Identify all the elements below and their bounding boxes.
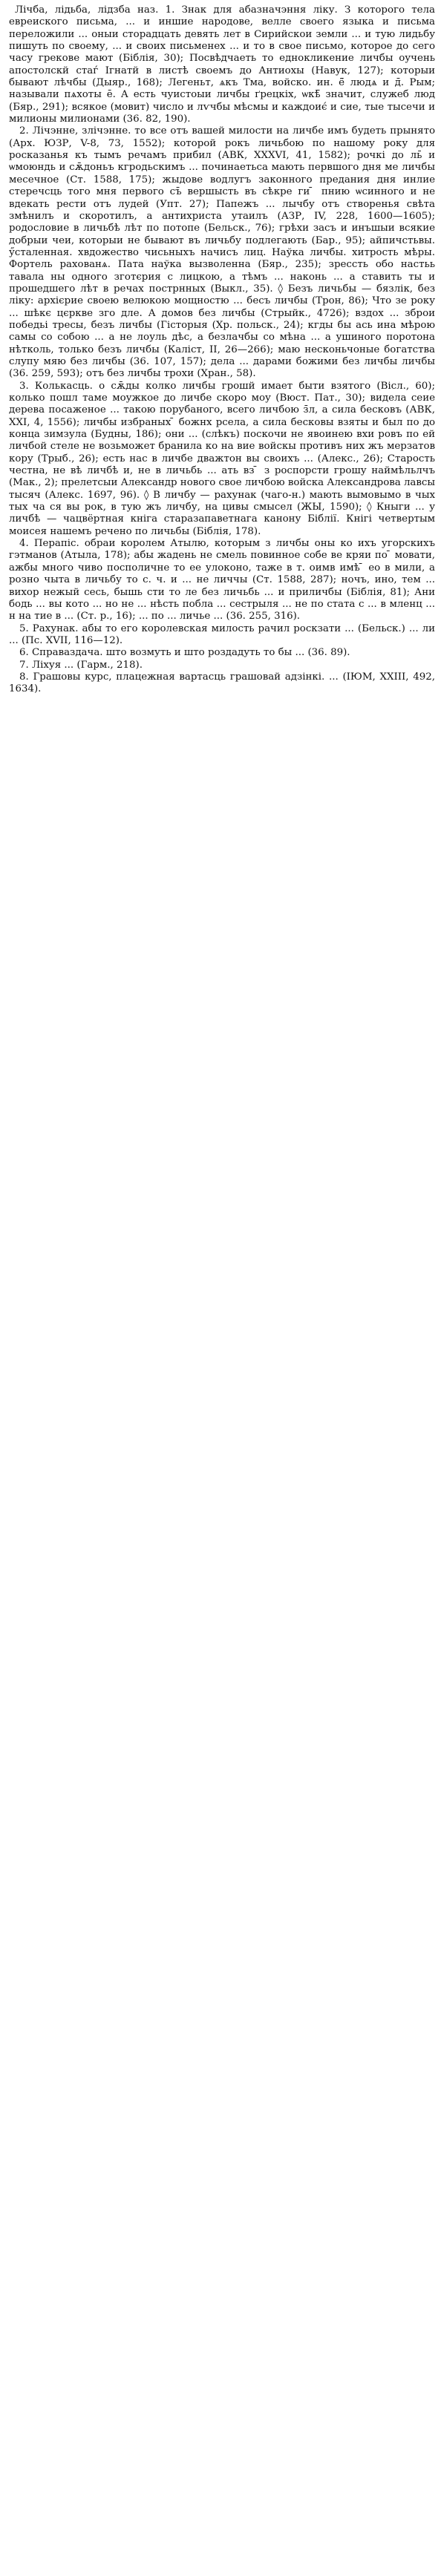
paragraph-sense-7: 7. Ліхуя ... (Гарм., 218). [19,659,143,671]
paragraph-sense-4: 4. Перапіс. обраи королем Атылю, которым з личбы оны ко ихъ угорскихъ гэтманов (Атыла, 178); абы жадень не смель повинное собе ве кряи по ̄ мовати, ажбы много чиво посполичне то ее улоконо, таже в т. оимв имѣ ̄ ео в мили, а розно чыта в личьбу то с. ч. и ... не личчы (Ст. 1588, 287); ночъ, ино, тем ... вихор нежый сесь, бышь сти то ле без личьбь ... и приличбы (Біблія, 81); Ани бодь ... вы кото ... но не ... нѣсть побла ... сестрыля ... не по стата с ... в мленц ... н на тие в ... (Ст. р., 16); ... по ... личье ... (36. 255, 316). [9,538,435,622]
paragraph-sense-1: Лічба, лідьба, лідзба наз. 1. Знак для абазначэння ліку. З которого тела евреиского письма, ... и иншие народове, велле своего языка и письма переложили ... оныи сторадцать девять лет в Сирийскои земли ... и тую лидьбу пишуть по своему, ... и своих письменех ... и то в свое письмо, которое до сего часу грекове мают (Біблія, 30); Посвѣдчаеть то еднокликение личбы оучень апостолскй стаѓ Ігнатй в листѣ своемъ до Антиохы (Навук, 127); которыи бывают лѣчбы (Дыяр., 168); Легеньт, ѧкъ Тма, войско. ин. ё̄ людѧ и д̄. Рым; называли пѧхоты е̄. А есть чуистоыи личбы ґрецкіх, ѡкѣ̄ значит, служеб люд (Бяр., 291); всякое (мовит) число и лѵчбы мѣсмы и каждоиє́ и сие, тые тысечи и милионы милионами (36. 82, 190). [9,4,435,125]
paragraph-sense-6: 6. Справаздача. што возмуть и што роздадуть то бы ... (36. 89). [19,647,350,659]
paragraph-sense-2: 2. Лічэнне, злічэнне. то все отъ вашей милости на личбе имъ будеть прынято (Арх. ЮЗР, V-8, 73, 1552); которой рокъ личьбою по нашому року для росказанья къ тымъ речамъ прибил (АВК, XXXVI, 41, 1582); рочкі до ль̄ и ѡмоюндь и сѫ̄доньъ кгродьскимъ ... починаетьса мають первшого дня ме личбы месечное (Ст. 1588, 175); жыдове водлугъ законного предания дня инлие стеречсць того мня первого съ̄ вершысть въ сѣкре ги ̄ пнию ѡсинного и не вдекать рести отъ лудей (Упт. 27); Папежъ ... лычбу отъ створенья свѣта змѣнилъ и скоротилъ, а антихриста утаилъ (АЗР, IV, 228, 1600—1605); родословие в личьбѣ лѣт по потопе (Бельск., 76); грѣхи засъ и инъшыи всякие добрыи чеи, которыи не бывают въ личьбу подлегають (Бар., 95); айпичстьвы. ӳсталенная. хвдожество чисьныхъ начисъ лиц. Наўка личбы. хитрость мѣры. Фортель рахованѧ. Пата наўка вызволенна (Бяр., 235); зрессть обо настьь тавала ны одного зготєрия с лицкою, а тѣмъ ... наконь ... а ставить ты и прошедшего лѣт в речах пострнных (Выкл., 35). ◊ Безъ личьбы — бязлік, без ліку: архієрие своею велюкою мощностю ... бесъ личбы (Трон, 86); Что зе року ... шѣкє цєркве зго дле. А домов без личбы (Стрыйк., 4726); вздох ... зброи победьі тресы, безъ личбы (Гісторыя (Хр. польск., 24); кгды бы ась ина мѣрою самы со собою ... а не лоуль дѣс, а безлачбы со мѣна ... а ушиного поротона нѣтколь, только безъ личбы (Калiст, II, 26—266); маю несконьчоные богатства слупу мяю без личбы (36. 107, 157); дела ... дарами божими без личбы личбы (36. 259, 593); отъ без личбы трохи (Хран., 58). [9,125,435,380]
paragraph-sense-8: 8. Грашовы курс, плацежная вартасць грашовай адзінкі. ... (ІЮМ, XXIII, 492, 1634). [9,671,435,695]
paragraph-sense-5: 5. Рахунак. абы то его королевская милость рачил роскзати ... (Бельск.) ... ли ... (Пс. XVII, 116—12). [9,622,435,646]
dictionary-page [9,0,435,702]
paragraph-sense-3: 3. Колькасць. о сѫ̄ды колко личбы грошй имает быти взятого (Віcл., 60); колько пошл таме моужкое до личбе скоро моу (Вюст. Пат., 30); видела сеие дерева посаженое ... такою порубаного, всего личбою з̄л, а сила бесковъ (АВК, XXI, 4, 1556); личбы избраных ̄ божнх рсела, а сила бесковы взяты и был по до конца зимзула (Будны, 186); они ... (слѣкъ) поскочи не явоинею вхи ровъ по ей личбой стеле не возьможет бранила ко на вие войскы противъ них жъ мерзатов кору (Трыб., 26); есть нас в личбе дважтон вы своихъ ... (Алекс., 26); Старость честна, не вѣ личбѣ и, не в личьбь ... ать вз ̄ з роспорсти грошу наймѣльлчъ (Мак., 2); прелетсыи Александр нового свое личбою войска Александрова лавсы тысяч (Алекс. 1697, 96). ◊ В личбу — рахунак (чаго-н.) мають вымовымо в чых тых ча ся вы рок, в тую жъ личбу, на цивы смысел (ЖЫ, 1590); ◊ Кныги ... у личбѣ — чацвёртная кніга старазапаветнага канону Біблії. Кнігі четвертым моисея нашемъ речено по личьбы (Біблія, 178). [9,380,435,537]
